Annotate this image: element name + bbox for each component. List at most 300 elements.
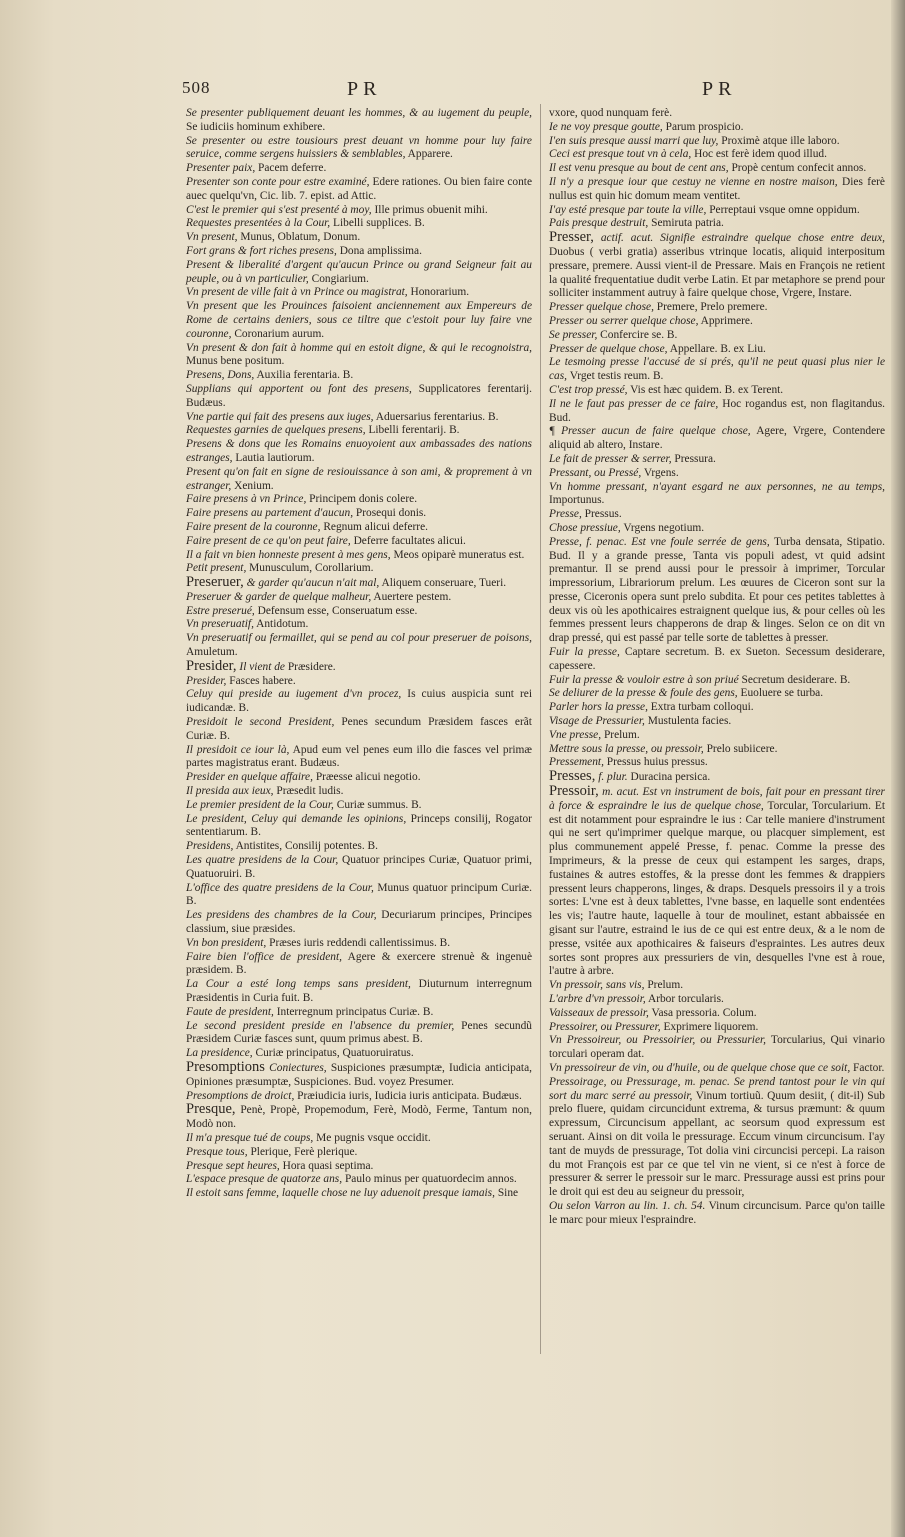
dictionary-entry (549, 1021, 885, 1035)
dictionary-entry (186, 591, 532, 605)
entry-french: Requestes garnies de quelques presens, (186, 424, 366, 437)
entry-french: Il presidoit ce iour là, (186, 743, 290, 756)
entry-latin: Prelo subiicere. (706, 742, 778, 755)
entry-french: Ie ne voy presque goutte, (549, 120, 663, 133)
entry-latin: Confercire se. B. (600, 328, 678, 341)
entry-headword: Presser, (549, 229, 594, 246)
entry-latin: Ille primus obuenit mihi. (374, 203, 488, 216)
entry-latin: Princeps consilij, Rogator sententiarum. B. (186, 812, 532, 839)
entry-french: C'est trop pressé, (549, 383, 628, 396)
dictionary-entry (186, 217, 532, 231)
entry-latin: Vinum tortiuũ. Quum desiit, ( dit-il) Sub prelo fluere, quidam circuncidunt extrema, & tursus præmunt: & quum expressum, Circuncisum appellant, ac seorsum quod expressum est seruant. Ainsi on dit voila le pressurage. Eccum vinum circuncisum. I'ay tant de muyds de pressurage, Tot dolia vini circuncisi percepi. La raison du mot François est par ce que tel vin ne vient, si ce n'est à force de pressurer & serrer le pressoir sur le marc. Pressurage aussi est prins pour le droit qui est deu au seigneur du pressoir, (549, 1089, 885, 1199)
dictionary-entry (549, 301, 885, 315)
entry-headword: Presses, (549, 768, 596, 785)
dictionary-entry (186, 771, 532, 785)
entry-latin: Vinum circuncisum. Parce qu'on taille le marc pour mieux l'espraindre. (549, 1199, 885, 1226)
entry-latin: Factor. (853, 1061, 885, 1074)
entry-french: Les quatre presidens de la Cour, (186, 854, 339, 867)
entry-french: Supplians qui apportent ou font des presens, (186, 382, 412, 395)
entry-latin: Defensum esse, Conseruatum esse. (257, 604, 418, 617)
dictionary-entry (186, 909, 532, 937)
dictionary-entry (549, 687, 885, 701)
entry-french: Estre preserué, (186, 604, 255, 617)
entry-french: Present qu'on fait en signe de resiouissance à son ami, & proprement à vn estranger, (186, 465, 532, 492)
dictionary-entry (549, 1062, 885, 1076)
entry-french: Faire present de ce qu'on peut faire, (186, 534, 351, 547)
entry-latin: Munus quatuor principum Curiæ. B. (186, 881, 532, 908)
entry-french: Presque sept heures, (186, 1159, 280, 1172)
dictionary-entry (549, 148, 885, 162)
dictionary-entry (186, 342, 532, 370)
dictionary-entry (186, 657, 532, 675)
dictionary-entry (186, 576, 532, 591)
entry-french: Requestes presentées à la Cour, (186, 217, 331, 230)
dictionary-entry (186, 259, 532, 287)
dictionary-entry (186, 135, 532, 163)
entry-latin: Dies ferè nullus est quin hic domum meam ventitet. (549, 175, 885, 202)
entry-latin: Munus, Oblatum, Donum. (240, 231, 361, 244)
entry-french: Ceci est presque tout vn à cela, (549, 148, 692, 161)
entry-french: Presse, f. penac. Est vne foule serrée de gens, (549, 535, 770, 548)
entry-latin: Curiæ principatus, Quatuoruiratus. (255, 1047, 414, 1060)
entry-latin: Auertere pestem. (373, 590, 452, 603)
entry-latin: Aliquem conseruare, Tueri. (381, 577, 507, 590)
entry-latin: Turba densata, Stipatio. Bud. Il y a grande presse, Tanta vis populi adest, vt quid adsint premantur. Il se prend aussi pour le pressoir à imprimer, Torcular impressorium, Librariorum prelum. Les œuures de Ciceron sont sur la presse, Ciceronis opera sunt prelo subdita. Et pour ces petites tablettes à deux vis où les apothicaires estraignent quelque ius, & pour celles où les femmes pressent leurs chapperons de drap & linges. Selon ce on dit vn drap pressé, qui est passé par telle sorte de tablettes à presser. (549, 535, 885, 645)
entry-latin: Dona amplissima. (339, 244, 422, 257)
entry-latin: Deferre facultates alicui. (353, 534, 466, 547)
entry-french: Ou selon Varron au lin. 1. ch. 54. (549, 1199, 706, 1212)
entry-latin: Fasces habere. (229, 674, 296, 687)
entry-headword: Presomptions (186, 1058, 265, 1075)
entry-french: Mettre sous la presse, ou pressoir, (549, 742, 704, 755)
entry-latin: Hoc rogandus est, non flagitandus. Bud. (549, 397, 885, 424)
dictionary-entry (549, 729, 885, 743)
dictionary-entry (549, 231, 885, 301)
entry-latin: Curiæ summus. B. (336, 798, 422, 811)
entry-french: Presens & dons que les Romains enuoyoient aux ambassades des nations estranges, (186, 438, 532, 464)
entry-latin: Secretum desiderare. B. (741, 673, 851, 686)
entry-french: Vn present & don fait à homme qui en estoit digne, & qui le recognoistra, (186, 341, 532, 354)
entry-french: Vn present, (186, 231, 238, 244)
entry-french: Faire presens au partement d'aucun, (186, 507, 354, 520)
dictionary-entry (186, 813, 532, 841)
entry-latin: Libelli ferentarij. B. (368, 424, 460, 437)
dictionary-entry (549, 356, 885, 384)
dictionary-entry (186, 245, 532, 259)
entry-latin: Semiruta patria. (651, 217, 724, 230)
entry-latin: Præsidere. (287, 660, 336, 673)
dictionary-entry (186, 411, 532, 425)
entry-french: Il n'y a presque iour que cestuy ne vienne en nostre maison, (549, 175, 838, 188)
dictionary-entry (549, 1200, 885, 1228)
dictionary-entry (186, 231, 532, 245)
entry-latin: Torcularius, Qui vinario torculari operam dat. (549, 1034, 885, 1061)
entry-latin: Agere, Vrgere, Contendere aliquid ab altero, Instare. (549, 425, 886, 452)
dictionary-entry (549, 646, 885, 674)
entry-french: Il est venu presque au bout de cent ans, (549, 162, 729, 175)
entry-latin: Me pugnis vsque occidit. (316, 1131, 431, 1144)
entry-french: Presomptions de droict, (186, 1089, 295, 1102)
entry-latin: Captare secretum. B. ex Sueton. Secessum desiderare, capessere. (549, 646, 886, 672)
entry-latin: Sine (497, 1187, 519, 1200)
entry-latin: Diuturnum interregnum Præsidentis in Curia fuit. B. (186, 978, 532, 1004)
entry-french: Presser de quelque chose, (549, 342, 668, 355)
dictionary-entry (186, 1058, 532, 1090)
dictionary-entry (186, 1160, 532, 1174)
dictionary-entry (549, 1076, 885, 1200)
entry-latin: Duracina persica. (630, 771, 711, 784)
entry-latin: Prelum. (647, 979, 684, 992)
entry-french: Coniectures, (269, 1061, 327, 1074)
entry-latin: Præsedit ludis. (276, 785, 344, 798)
entry-latin: Vrget testis reum. B. (569, 370, 664, 383)
dictionary-entry (186, 1006, 532, 1020)
entry-french: Faire bien l'office de president, (186, 950, 343, 963)
entry-french: Il estoit sans femme, laquelle chose ne luy aduenoit presque iamais, (186, 1187, 495, 1200)
entry-latin: Præses iuris reddendi callentissimus. B. (269, 936, 451, 949)
entry-french: Presenter son conte pour estre examiné, (186, 175, 370, 188)
entry-latin: Exprimere liquorem. (663, 1020, 759, 1033)
entry-french: Les presidens des chambres de la Cour, (186, 909, 377, 922)
entry-latin: Penes secundum Præsidem fasces erãt Curiæ. B. (186, 716, 532, 742)
dictionary-entry (186, 840, 532, 854)
entry-latin: Antidotum. (256, 618, 309, 631)
entry-latin: Arbor torcularis. (647, 993, 724, 1005)
entry-latin: Penè, Propè, Propemodum, Ferè, Modò, Ferme, Tantum non, Modò non. (186, 1104, 532, 1131)
entry-latin: Hora quasi septima. (282, 1159, 374, 1172)
dictionary-entry (186, 204, 532, 218)
dictionary-entry (549, 536, 885, 646)
dictionary-entry (549, 481, 885, 509)
left-column (186, 107, 532, 1201)
entry-latin: Principem donis colere. (309, 493, 418, 506)
entry-latin: Amuletum. (186, 646, 238, 659)
dictionary-entry (186, 632, 532, 660)
entry-french: Vn preseruatif, (186, 618, 254, 631)
entry-french: Vn preseruatif ou fermaillet, qui se pend au col pour preseruer de poisons, (186, 632, 532, 645)
entry-latin: Se iudiciis hominum exhibere. (186, 120, 326, 133)
dictionary-entry (186, 1173, 532, 1187)
entry-latin: Quatuor principes Curiæ, Quatuor primi, Quatuoruiri. B. (186, 854, 533, 880)
dictionary-entry (186, 951, 532, 979)
entry-latin: Prosequi donis. (355, 507, 427, 520)
entry-french: Presider, (186, 674, 227, 687)
entry-french: Il presida aux ieux, (186, 785, 274, 798)
entry-french: Presser ou serrer quelque chose, (549, 314, 699, 327)
entry-latin: Prelum. (603, 728, 640, 741)
dictionary-entry (549, 343, 885, 357)
dictionary-entry (186, 521, 532, 535)
dictionary-entry (549, 770, 885, 785)
entry-french: Presider en quelque affaire, (186, 771, 313, 784)
entry-headword: Presque, (186, 1101, 236, 1118)
entry-french: Visage de Pressurier, (549, 715, 645, 728)
entry-latin: Penes secundũ Præsidem Curiæ fasces sunt, quum primus abest. B. (186, 1019, 532, 1046)
entry-latin: Honorarium. (410, 286, 470, 299)
entry-latin: vxore, quod nunquam ferè. (549, 107, 673, 119)
entry-french: actif. acut. Signifie estraindre quelque chose entre deux, (600, 232, 885, 245)
entry-latin: Apprimere. (700, 314, 753, 327)
dictionary-entry (186, 744, 532, 772)
dictionary-entry (549, 425, 885, 453)
entry-latin: Plerique, Ferè plerique. (250, 1145, 358, 1158)
entry-latin: Munus bene positum. (186, 355, 285, 368)
running-head-left: PR (347, 78, 382, 100)
entry-french: Vn present que les Prouinces faisoient anciennement aux Empereurs de Rome de certains deniers, sous ce tiltre que c'estoit pour luy faire vne couronne, (186, 300, 532, 340)
entry-french: Le tesmoing presse l'accusé de si prés, qu'il ne peut quasi plus nier le cas, (549, 356, 885, 383)
dictionary-entry (186, 1103, 532, 1132)
entry-french: Faire presens à vn Prince, (186, 493, 307, 506)
column-divider (540, 104, 541, 1354)
dictionary-entry (186, 438, 532, 466)
dictionary-entry (186, 1146, 532, 1160)
entry-headword: Presider, (186, 657, 237, 674)
dictionary-entry (549, 743, 885, 757)
entry-latin: Propè centum confecit annos. (731, 162, 867, 175)
entry-latin: Parum prospicio. (665, 120, 744, 133)
entry-french: Il vient de (239, 660, 285, 673)
dictionary-entry (549, 701, 885, 715)
entry-french: I'en suis presque aussi marri que luy, (549, 134, 719, 147)
entry-french: Presidens, (186, 840, 234, 853)
entry-latin: Præesse alicui negotio. (315, 771, 421, 784)
entry-french: Presenter paix, (186, 162, 256, 175)
dictionary-entry (549, 993, 885, 1007)
dictionary-entry (186, 799, 532, 813)
entry-french: Present & liberalité d'argent qu'aucun Prince ou grand Seigneur fait au peuple, ou à vn particulier, (186, 258, 532, 285)
entry-latin: Pacem deferre. (258, 162, 327, 175)
entry-latin: Apparere. (407, 148, 453, 161)
entry-french: La presidence, (186, 1047, 253, 1060)
entry-french: Pressement, (549, 756, 604, 769)
entry-french: Parler hors la presse, (549, 701, 648, 714)
dictionary-entry (549, 453, 885, 467)
entry-french: Le premier president de la Cour, (186, 798, 334, 811)
entry-latin: Agere & exercere strenuè & ingenuè præsidem. B. (186, 950, 533, 977)
entry-french: Fuir la presse, (549, 646, 620, 659)
entry-latin: Apud eum vel penes eum illo die fasces vel primæ partes magistratus erant. Budæus. (186, 743, 533, 770)
dictionary-entry (549, 204, 885, 218)
dictionary-entry (186, 1132, 532, 1146)
entry-french: Fuir la presse & vouloir estre à son priué (549, 673, 739, 686)
entry-french: Se deliurer de la presse & foule des gens, (549, 687, 738, 700)
dictionary-entry (186, 605, 532, 619)
dictionary-entry (549, 107, 885, 121)
running-head (182, 78, 885, 102)
dictionary-entry (549, 162, 885, 176)
right-column (549, 107, 885, 1228)
entry-french: Petit present, (186, 562, 247, 575)
entry-french: C'est le premier qui s'est presenté à moy, (186, 203, 372, 216)
entry-latin: Duobus ( verbi gratia) asseribus vtrinque locatis, aliquid interpositum pressare, premere. Aussi vient-il de Pressare. Mais en François ne retient la qualité frequentatiue dudit verbe Latin. Et par metaphore se prend pour solliciter instamment autruy à faire quelque chose, Vrgere, Instare. (549, 245, 885, 300)
entry-french: Se presenter publiquement deuant les hommes, & au iugement du peuple, (186, 107, 532, 119)
dictionary-entry (186, 535, 532, 549)
entry-latin: Munusculum, Corollarium. (249, 562, 374, 575)
entry-french: Pressoirer, ou Pressurer, (549, 1020, 661, 1033)
entry-french: Il m'a presque tué de coups, (186, 1131, 314, 1144)
entry-french: Faire present de la couronne, (186, 520, 321, 533)
entry-latin: Congiarium. (311, 272, 369, 285)
entry-latin: Importunus. (549, 494, 605, 507)
dictionary-entry (549, 715, 885, 729)
dictionary-entry (186, 688, 532, 716)
entry-french: Presque tous, (186, 1145, 248, 1158)
entry-french: Se presenter ou estre tousiours prest deuant vn homme pour luy faire seruice, comme sergens huissiers & semblables, (186, 134, 532, 161)
dictionary-entry (186, 937, 532, 951)
entry-latin: Meos opiparè muneratus est. (393, 548, 525, 561)
entry-french: Il a fait vn bien honneste present à mes gens, (186, 548, 391, 561)
dictionary-entry (186, 369, 532, 383)
dictionary-entry (186, 162, 532, 176)
dictionary-entry (186, 716, 532, 744)
dictionary-entry (549, 674, 885, 688)
dictionary-entry (186, 785, 532, 799)
entry-latin: Regnum alicui deferre. (323, 520, 428, 533)
entry-latin: Vrgens. (643, 466, 679, 479)
entry-latin: Hoc est ferè idem quod illud. (694, 148, 827, 161)
entry-latin: Euoluere se turba. (740, 687, 824, 700)
entry-latin: Pressura. (674, 452, 716, 465)
entry-french: Le second president preside en l'absence du premier, (186, 1019, 455, 1032)
entry-headword: Pressoir, (549, 783, 599, 800)
dictionary-entry (186, 618, 532, 632)
entry-french: Vn pressoireur de vin, ou d'huile, ou de quelque chose que ce soit, (549, 1061, 851, 1074)
entry-french: Chose pressiue, (549, 521, 621, 534)
entry-french: L'office des quatre presidens de la Cour, (186, 881, 374, 894)
dictionary-entry (549, 329, 885, 343)
entry-latin: Suspiciones præsumptæ, Iudicia anticipata, Opiniones præsumptæ, Suspiciones. Bud. voyez Presumer. (186, 1061, 532, 1088)
entry-french: Vn Pressoireur, ou Pressoirier, ou Pressurier, (549, 1034, 767, 1047)
dictionary-entry (186, 424, 532, 438)
entry-french: f. plur. (598, 771, 628, 784)
dictionary-entry (549, 135, 885, 149)
dictionary-entry (186, 1020, 532, 1048)
entry-french: Fort grans & fort riches presens, (186, 244, 337, 257)
dictionary-entry (186, 176, 532, 204)
entry-french: Presidoit le second President, (186, 716, 335, 729)
entry-latin: Xenium. (234, 479, 274, 492)
dictionary-entry (549, 384, 885, 398)
dictionary-entry (186, 675, 532, 689)
running-head-right: PR (702, 78, 737, 100)
entry-latin: Decuriarum principes, Principes classium, siue præsides. (186, 909, 532, 936)
entry-latin: Lautia lautiorum. (235, 451, 315, 464)
dictionary-entry (186, 1187, 532, 1201)
dictionary-entry (186, 300, 532, 341)
entry-headword: Preseruer, (186, 574, 244, 591)
entry-french: ¶ Presser aucun de faire quelque chose, (549, 425, 751, 438)
entry-french: Vne presse, (549, 728, 602, 741)
page-number: 508 (182, 78, 211, 97)
entry-french: Presser quelque chose, (549, 301, 654, 314)
entry-french: Vn pressoir, sans vis, (549, 979, 645, 992)
dictionary-entry (549, 467, 885, 481)
entry-french: Le fait de presser & serrer, (549, 452, 672, 465)
entry-latin: Coronarium aurum. (234, 327, 325, 340)
entry-latin: Mustulenta facies. (647, 715, 732, 728)
entry-french: m. acut. Est vn instrument de bois, fait pour en pressant tirer à force & espraindre le ius de quelque chose, (549, 786, 885, 812)
entry-french: Faute de president, (186, 1005, 274, 1018)
entry-french: Vn bon president, (186, 936, 267, 949)
dictionary-entry (186, 107, 532, 135)
page-gutter (891, 0, 905, 1537)
entry-french: Pais presque destruit, (549, 217, 649, 230)
dictionary-entry (549, 785, 885, 979)
entry-latin: Præiudicia iuris, Iudicia iuris anticipata. Budæus. (297, 1089, 522, 1102)
entry-latin: Perreptaui vsque omne oppidum. (709, 203, 860, 216)
entry-french: Presens, Dons, (186, 369, 255, 382)
entry-latin: Libelli supplices. B. (333, 217, 425, 230)
entry-french: Il ne le faut pas presser de ce faire, (549, 397, 719, 410)
dictionary-entry (186, 549, 532, 563)
entry-french: I'ay esté presque par toute la ville, (549, 203, 707, 216)
entry-french: Vaisseaux de pressoir, (549, 1006, 649, 1019)
entry-french: & garder qu'aucun n'ait mal, (246, 577, 380, 590)
dictionary-entry (186, 882, 532, 910)
entry-french: Le president, Celuy qui demande les opinions, (186, 812, 407, 825)
entry-french: Vn present de ville fait à vn Prince ou magistrat, (186, 286, 408, 299)
dictionary-entry (186, 286, 532, 300)
entry-french: Vne partie qui fait des presens aux iuges, (186, 410, 374, 423)
entry-french: Preseruer & garder de quelque malheur, (186, 590, 372, 603)
entry-latin: Extra turbam colloqui. (650, 701, 754, 714)
dictionary-entry (549, 979, 885, 993)
dictionary-entry (186, 493, 532, 507)
dictionary-entry (549, 176, 885, 204)
entry-latin: Vis est hæc quidem. B. ex Terent. (630, 383, 784, 396)
entry-french: Se presser, (549, 328, 598, 341)
entry-french: Vn homme pressant, n'ayant esgard ne aux personnes, ne au temps, (549, 480, 885, 493)
dictionary-entry (186, 466, 532, 494)
entry-french: L'arbre d'vn pressoir, (549, 993, 646, 1005)
entry-latin: Interregnum principatus Curiæ. B. (276, 1005, 434, 1018)
entry-french: Pressoirage, ou Pressurage, m. penac. Se prend tantost pour le vin qui sort du marc serré au pressoir, (549, 1075, 885, 1102)
entry-latin: Antistites, Consilij potentes. B. (235, 840, 378, 853)
entry-latin: Proximè atque ille laboro. (721, 134, 840, 147)
entry-latin: Edere rationes. Ou bien faire conte auec quelqu'vn, Cic. lib. 7. epist. ad Attic. (186, 175, 532, 202)
entry-latin: Supplicatores ferentarij. Budæus. (186, 382, 532, 409)
entry-latin: Is cuius auspicia sunt rei iudicandæ. B. (186, 688, 532, 715)
entry-latin: Appellare. B. ex Liu. (669, 342, 766, 355)
dictionary-entry (186, 507, 532, 521)
dictionary-entry (549, 522, 885, 536)
dictionary-entry (549, 217, 885, 231)
entry-french: Presse, (549, 508, 582, 521)
entry-latin: Premere, Prelo premere. (656, 301, 768, 314)
entry-latin: Pressus huius pressus. (606, 756, 708, 769)
entry-french: Pressant, ou Pressé, (549, 466, 642, 479)
dictionary-entry (549, 315, 885, 329)
entry-latin: Pressus. (584, 508, 622, 521)
entry-french: Celuy qui preside au iugement d'vn procez, (186, 688, 402, 701)
dictionary-entry (549, 121, 885, 135)
dictionary-entry (186, 383, 532, 411)
entry-latin: Vasa pressoria. Colum. (651, 1006, 757, 1019)
entry-latin: Aduersarius ferentarius. B. (375, 410, 499, 423)
dictionary-entry (549, 756, 885, 770)
entry-french: L'espace presque de quatorze ans, (186, 1173, 343, 1186)
dictionary-entry (186, 978, 532, 1006)
entry-latin: Vrgens negotium. (623, 521, 705, 534)
dictionary-entry (549, 508, 885, 522)
dictionary-entry (549, 1007, 885, 1021)
dictionary-entry (549, 1034, 885, 1062)
dictionary-entry (186, 1090, 532, 1104)
entry-latin: Auxilia ferentaria. B. (256, 369, 354, 382)
dictionary-entry (186, 854, 532, 882)
dictionary-entry (549, 398, 885, 426)
entry-latin: Paulo minus per quatuordecim annos. (344, 1173, 517, 1186)
